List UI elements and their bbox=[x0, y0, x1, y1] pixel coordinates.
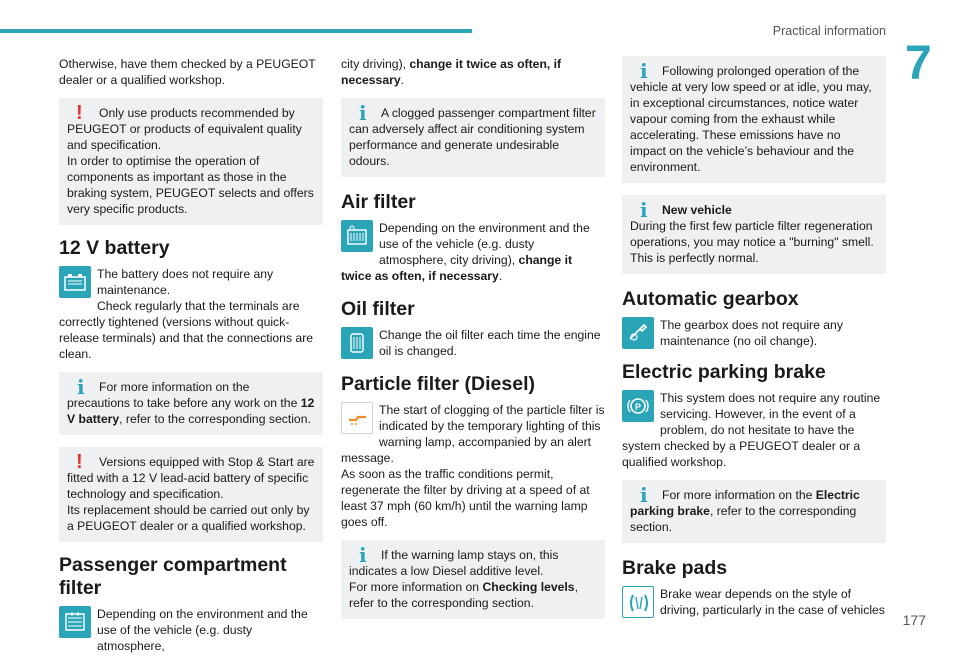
epb-text: This system does not require any routine servicing. However, in the event of a problem, do not hesitate to have the system checked by a PEUGEOT dealer or a qualified workshop. bbox=[622, 391, 881, 469]
air-filter-text-post: . bbox=[498, 269, 503, 283]
epb-paragraph bbox=[622, 390, 886, 470]
column-2 bbox=[341, 56, 605, 631]
particle-filter-paragraph bbox=[341, 402, 605, 530]
info-text-bold: Checking levels bbox=[482, 580, 575, 594]
info-icon bbox=[349, 105, 375, 121]
brake-pads-icon bbox=[622, 586, 654, 618]
info-box-battery bbox=[59, 372, 323, 435]
cabin-filter-paragraph bbox=[59, 606, 323, 654]
header-accent-bar bbox=[0, 29, 472, 33]
section-title: Practical information bbox=[772, 24, 886, 38]
info-icon bbox=[67, 379, 93, 395]
column-1 bbox=[59, 56, 323, 664]
column-3 bbox=[622, 56, 886, 628]
warning-text: Versions equipped with Stop & Start are fitted with a 12 V lead-acid battery of specific technology and specification. Its replacement should be carried out only by a PEUGEOT dealer or a qualified workshop. bbox=[67, 455, 315, 533]
svg-text:P: P bbox=[634, 402, 642, 412]
continued-text-bold: change it twice as often, if necessary bbox=[341, 57, 562, 87]
air-filter-text-pre: Depending on the environment and the use of the vehicle (e.g. dusty atmosphere, city driving), bbox=[379, 221, 590, 267]
battery-paragraph bbox=[59, 266, 323, 362]
info-box-water-vapour bbox=[622, 56, 886, 183]
oil-filter-paragraph bbox=[341, 327, 605, 359]
warning-box-products bbox=[59, 98, 323, 225]
battery-text: The battery does not require any maintenance. Check regularly that the terminals are correctly tightened (versions without quick-release terminals) and that the connections are clean. bbox=[59, 267, 314, 361]
parking-brake-icon bbox=[622, 390, 654, 422]
info-icon bbox=[349, 547, 375, 563]
heading-automatic-gearbox: Automatic gearbox bbox=[622, 288, 799, 310]
warning-icon bbox=[67, 105, 93, 121]
heading-12v-battery: 12 V battery bbox=[59, 237, 170, 259]
heading-oil-filter: Oil filter bbox=[341, 298, 415, 320]
info-text: During the first few particle filter regeneration operations, you may notice a "burning" smell. This is perfectly normal. bbox=[630, 219, 874, 265]
info-box-diesel-additive bbox=[341, 540, 605, 619]
info-text-bold: 12 V battery bbox=[67, 396, 315, 426]
oil-filter-text: Change the oil filter each time the engine oil is changed. bbox=[379, 328, 601, 358]
chapter-number: 7 bbox=[905, 37, 932, 90]
gearbox-text: The gearbox does not require any maintenance (no oil change). bbox=[660, 318, 843, 348]
info-text-post: , refer to the corresponding section. bbox=[349, 580, 578, 610]
warning-icon bbox=[67, 454, 93, 470]
cabin-filter-icon bbox=[59, 606, 91, 638]
info-heading: New vehicle bbox=[662, 203, 732, 217]
battery-icon bbox=[59, 266, 91, 298]
info-text-pre: If the warning lamp stays on, this indicates a low Diesel additive level. For more information on bbox=[349, 548, 559, 594]
continued-text-post: . bbox=[400, 73, 405, 87]
brake-pads-paragraph bbox=[622, 586, 886, 618]
brake-pads-text: Brake wear depends on the style of driving, particularly in the case of vehicles bbox=[660, 587, 885, 617]
oil-filter-icon bbox=[341, 327, 373, 359]
info-text-bold: Electric parking brake bbox=[630, 488, 860, 518]
warning-text: Only use products recommended by PEUGEOT or products of equivalent quality and specification. In order to optimise the operation of components as important as those in the braking system, PEUGEOT selects and offers very specific products. bbox=[67, 106, 314, 216]
air-filter-text-bold: change it twice as often, if necessary bbox=[341, 253, 573, 283]
info-text-pre: For more information on the precautions to take before any work on the bbox=[67, 380, 301, 410]
warning-box-stop-start bbox=[59, 447, 323, 542]
info-box-epb bbox=[622, 480, 886, 543]
info-text-post: , refer to the corresponding section. bbox=[630, 504, 857, 534]
info-box-clogged-filter bbox=[341, 98, 605, 177]
page-number: 177 bbox=[902, 612, 926, 628]
heading-electric-parking-brake: Electric parking brake bbox=[622, 361, 826, 383]
cabin-filter-text: Depending on the environment and the use of the vehicle (e.g. dusty atmosphere, bbox=[97, 607, 308, 653]
continued-text-pre: city driving), bbox=[341, 57, 410, 71]
info-text-pre: For more information on the bbox=[662, 488, 816, 502]
intro-paragraph: Otherwise, have them checked by a PEUGEOT dealer or a qualified workshop. bbox=[59, 57, 316, 87]
heading-air-filter: Air filter bbox=[341, 191, 416, 213]
info-text: A clogged passenger compartment filter can adversely affect air conditioning system performance and generate undesirable odours. bbox=[349, 106, 596, 168]
info-text-post: , refer to the corresponding section. bbox=[119, 412, 311, 426]
continued-paragraph bbox=[341, 56, 605, 88]
gearbox-paragraph bbox=[622, 317, 886, 349]
air-filter-icon bbox=[341, 220, 373, 252]
particle-filter-warning-icon bbox=[341, 402, 373, 434]
info-icon bbox=[630, 202, 656, 218]
air-filter-paragraph bbox=[341, 220, 605, 284]
info-text: Following prolonged operation of the vehicle at very low speed or at idle, you may, in exceptional circumstances, notice water vapour coming from the exhaust while accelerating. These emissions have no impact on the vehicle’s behaviour and the environment. bbox=[630, 64, 872, 174]
heading-passenger-filter: Passenger compartment filter bbox=[59, 554, 287, 599]
gearbox-icon bbox=[622, 317, 654, 349]
heading-brake-pads: Brake pads bbox=[622, 557, 728, 579]
info-box-new-vehicle bbox=[622, 195, 886, 274]
info-icon bbox=[630, 63, 656, 79]
info-icon bbox=[630, 487, 656, 503]
particle-filter-text: The start of clogging of the particle filter is indicated by the temporary lighting of this warning lamp, accompanied by an alert message. As soon as the traffic conditions permit, regenerate the filter by driving at a speed of at least 37 mph (60 km/h) until the warning lamp goes off. bbox=[341, 403, 605, 529]
heading-particle-filter: Particle filter (Diesel) bbox=[341, 373, 535, 395]
